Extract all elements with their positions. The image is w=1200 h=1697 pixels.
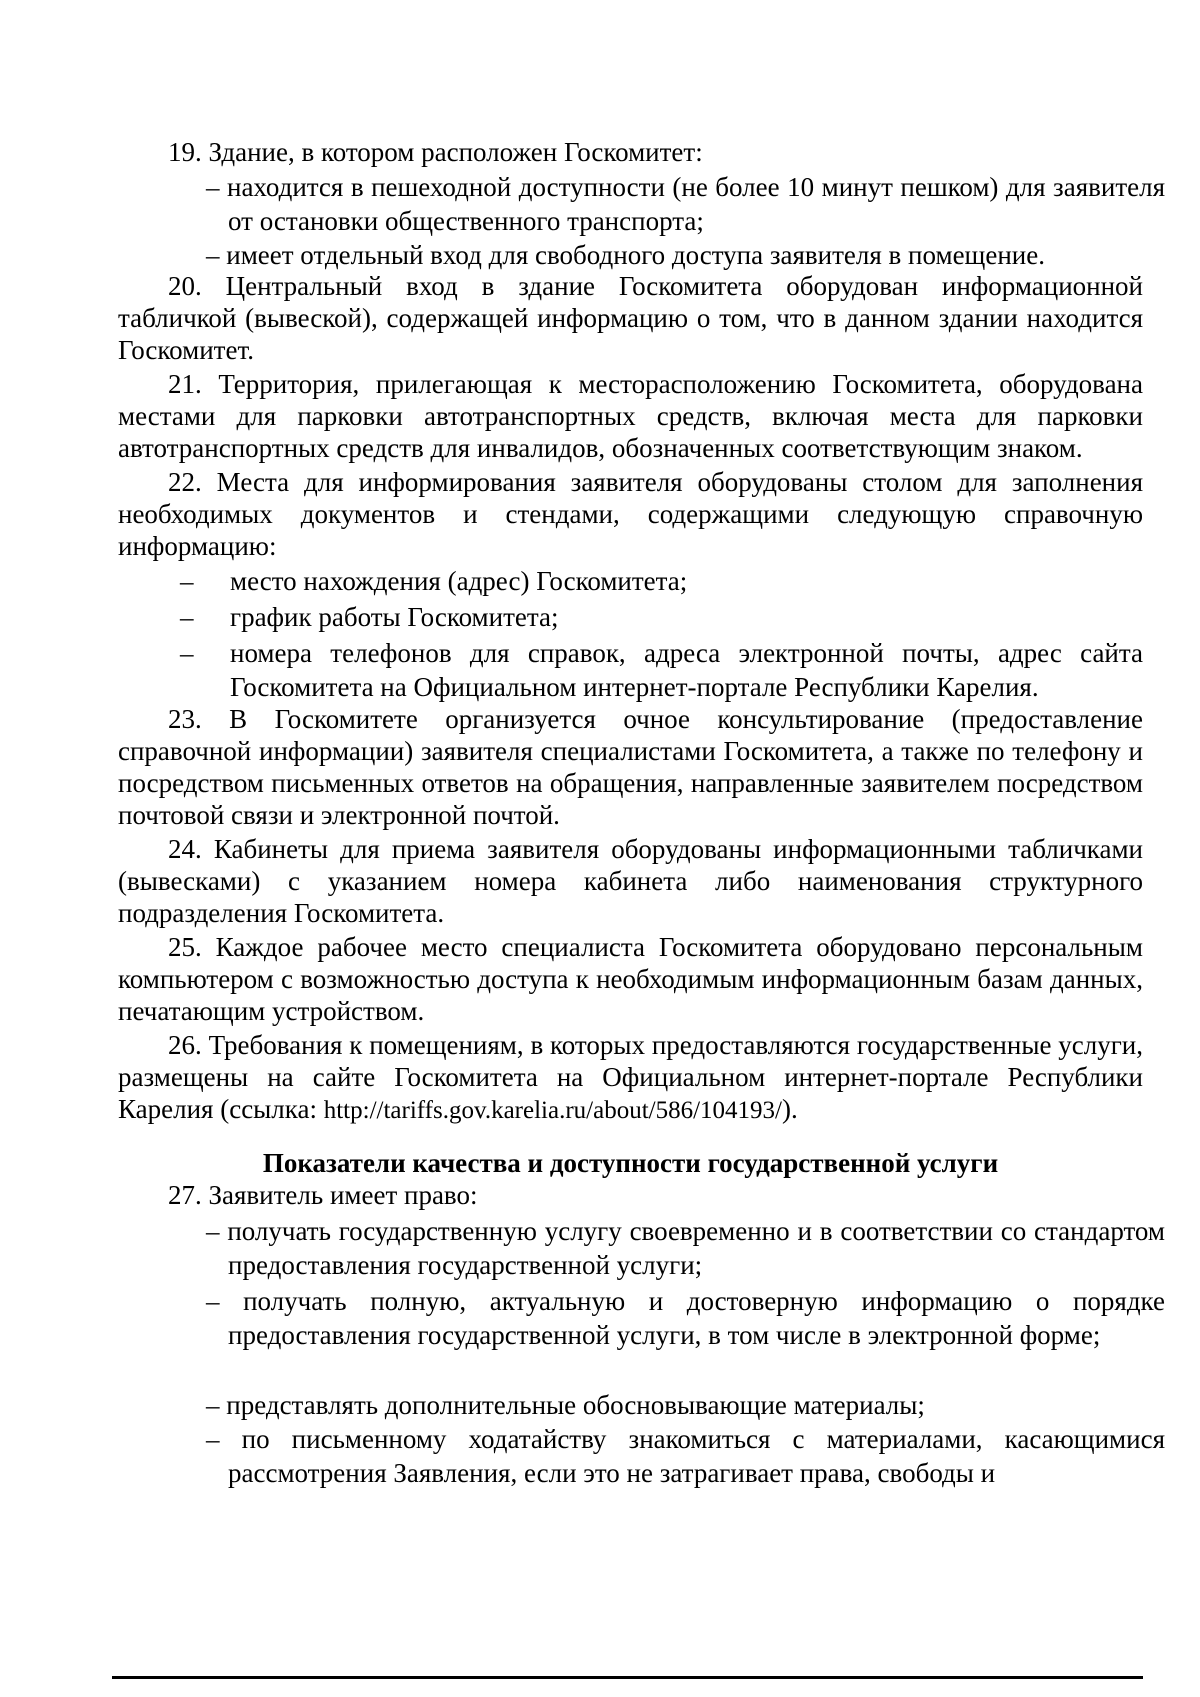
list-item: – представлять дополнительные обосновывающие материалы;	[206, 1390, 925, 1420]
section-heading: Показатели качества и доступности государственной услуги	[262, 1148, 999, 1178]
list-dash: –	[180, 638, 194, 668]
link-tariffs[interactable]: http://tariffs.gov.karelia.ru/about/586/104193/	[323, 1097, 782, 1124]
paragraph-19: 19. Здание, в котором расположен Госкомитет:	[168, 137, 703, 167]
paragraph-20: 20. Центральный вход в здание Госкомитета оборудован информационной табличкой (вывеской), содержащей информацию о том, что в данном здании находится Госкомитет.	[118, 271, 1143, 365]
list-item	[180, 600, 1143, 634]
paragraph-26	[118, 1029, 1143, 1127]
paragraph-26-text: 26. Требования к помещениям, в которых предоставляются государственные услуги, размещены на сайте Госкомитета на Официальном интернет-портале Республики Карелия (ссылка:	[118, 1030, 1143, 1124]
paragraph-26-end: ).	[782, 1094, 798, 1124]
list-dash: –	[180, 566, 194, 596]
list-item-text: номера телефонов для справок, адреса электронной почты, адрес сайта Госкомитета на Официальном интернет-портале Республики Карелия.	[230, 638, 1143, 702]
paragraph-24: 24. Кабинеты для приема заявителя оборудованы информационными табличками (вывесками) с указанием номера кабинета либо наименования структурного подразделения Госкомитета.	[118, 834, 1143, 928]
list-item: – получать полную, актуальную и достоверную информацию о порядке предоставления государственной услуги, в том числе в электронной форме;	[206, 1286, 1165, 1350]
paragraph-23: 23. В Госкомитете организуется очное консультирование (предоставление справочной информации) заявителя специалистами Госкомитета, а также по телефону и посредством письменных ответов на обращения, направленные заявителем посредством почтовой связи и электронной почтой.	[118, 704, 1143, 830]
list-item	[180, 636, 1143, 704]
list-item: – получать государственную услугу своевременно и в соответствии со стандартом предоставления государственной услуги;	[206, 1216, 1165, 1280]
paragraph-21: 21. Территория, прилегающая к месторасположению Госкомитета, оборудована местами для парковки автотранспортных средств, включая места для парковки автотранспортных средств для инвалидов, обозначенных соответствующим знаком.	[118, 369, 1143, 463]
paragraph-25: 25. Каждое рабочее место специалиста Госкомитета оборудовано персональным компьютером с возможностью доступа к необходимым информационным базам данных, печатающим устройством.	[118, 932, 1143, 1026]
footer-rule	[112, 1676, 1143, 1679]
paragraph-22: 22. Места для информирования заявителя оборудованы столом для заполнения необходимых документов и стендами, содержащими следующую справочную информацию:	[118, 467, 1143, 561]
list-item-text: график работы Госкомитета;	[230, 602, 559, 632]
list-item: – находится в пешеходной доступности (не более 10 минут пешком) для заявителя от остановки общественного транспорта;	[206, 172, 1165, 236]
list-dash: –	[180, 602, 194, 632]
list-item	[180, 564, 1143, 598]
list-item: – имеет отдельный вход для свободного доступа заявителя в помещение.	[206, 240, 1045, 270]
list-item-text: место нахождения (адрес) Госкомитета;	[230, 566, 688, 596]
paragraph-27: 27. Заявитель имеет право:	[168, 1180, 478, 1210]
list-item: – по письменному ходатайству знакомиться с материалами, касающимися рассмотрения Заявления, если это не затрагивает права, свободы и	[206, 1424, 1165, 1488]
